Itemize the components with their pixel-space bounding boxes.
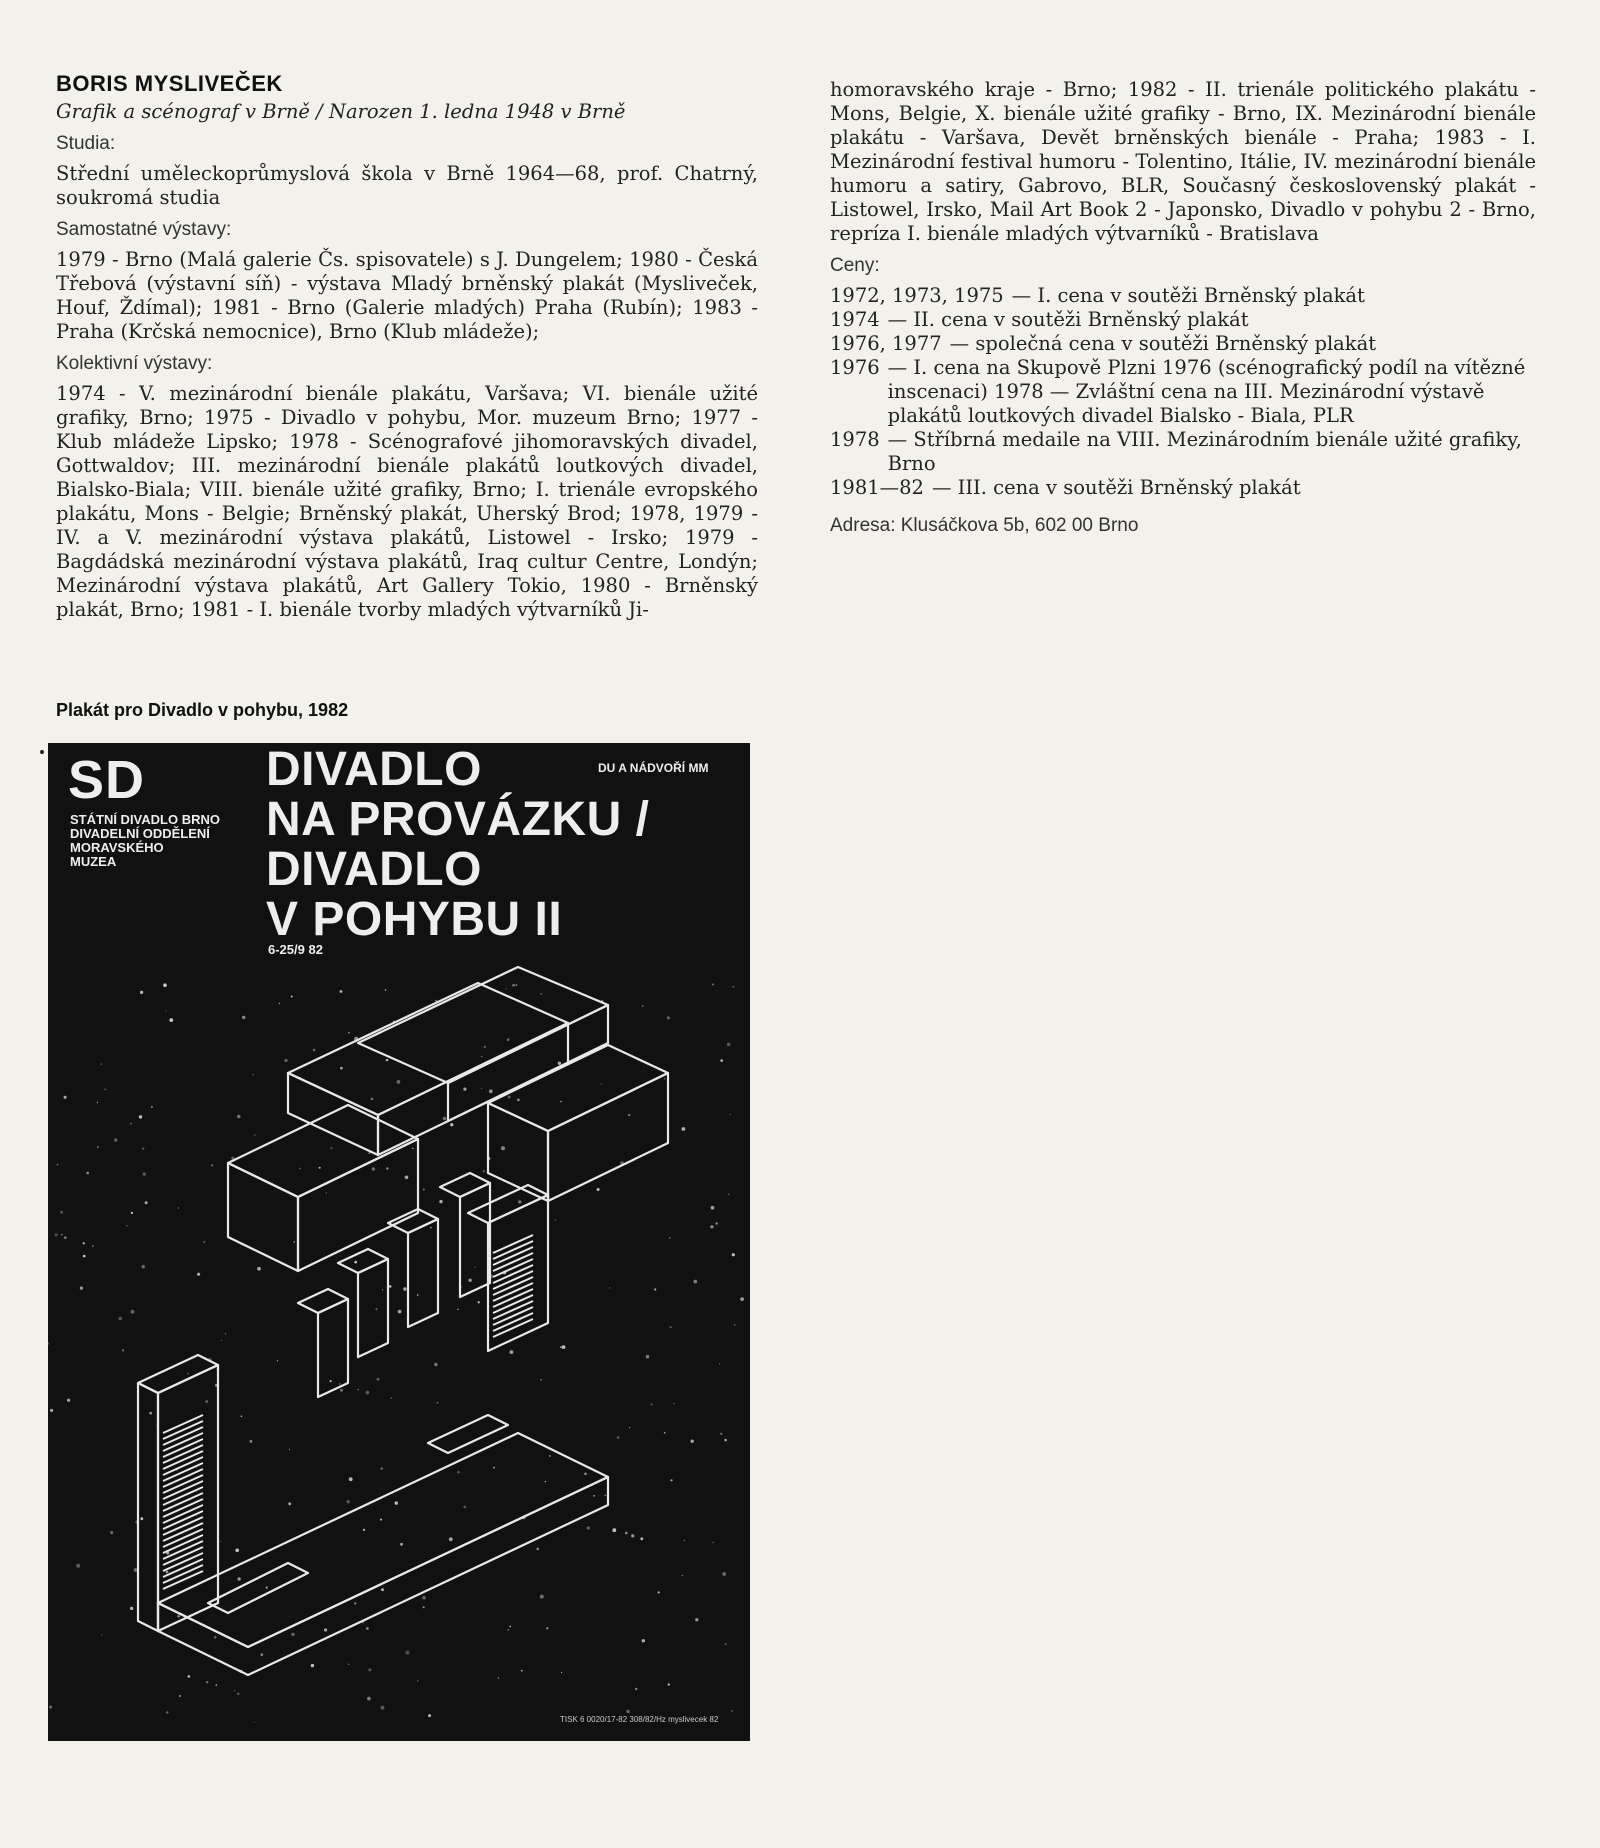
print-dot (40, 750, 44, 754)
prize-year: 1981—82 (830, 476, 924, 499)
prize-year: 1972, 1973, 1975 (830, 284, 1004, 307)
poster-title-line: DIVADLO (266, 743, 482, 796)
prize-year: 1976, 1977 (830, 332, 942, 355)
prize-item (830, 332, 1536, 356)
prize-item (830, 356, 1536, 428)
prize-text: — II. cena v soutěži Brněnský plakát (887, 308, 1249, 331)
kolektivni-continuation: homoravského kraje - Brno; 1982 - II. trienále politického plakátu - Mons, Belgie, X. bienále užité grafiky - Brno, IX. Mezinárodní bienále plakátu - Varšava, Devět brněnských bienále - Praha; 1983 - I. Mezinárodní festival humoru - Tolentino, Itálie, IV. mezinárodní bienále humoru a satiry, Gabrovo, BLR, Současný československý plakát - Listowel, Irsko, Mail Art Book 2 - Japonsko, Divadlo v pohybu 2 - Brno, repríza I. bienále mladých výtvarníků - Bratislava (830, 78, 1536, 245)
poster-organizer (70, 813, 250, 869)
prize-year: 1974 (830, 308, 880, 331)
poster-org-line: MUZEA (70, 854, 117, 869)
poster-title-line: V POHYBU II (266, 893, 563, 946)
poster-title-line: NA PROVÁZKU / (266, 793, 650, 846)
poster-title (266, 745, 649, 945)
poster-caption: Plakát pro Divadlo v pohybu, 1982 (56, 700, 349, 720)
poster-print-info: TISK 6 0020/17-82 308/82/Hz myslivecek 82 (560, 1715, 719, 1724)
prize-text: — I. cena na Skupově Plzni 1976 (scénografický podíl na vítězné inscenaci) 1978 — Zvláštní cena na III. Mezinárodní výstavě plakátů loutkových divadel Bialsko - Biala, PLR (887, 356, 1526, 427)
artist-name: BORIS MYSLIVEČEK (56, 71, 283, 96)
prize-text: — I. cena v soutěži Brněnský plakát (1011, 284, 1365, 307)
artist-subtitle: Grafik a scénograf v Brně / Narozen 1. ledna 1948 v Brně (56, 100, 626, 123)
poster-org-line: DIVADELNÍ ODDĚLENÍ (70, 826, 210, 841)
prize-item (830, 428, 1536, 476)
prize-year: 1978 (830, 428, 880, 451)
prize-text: — společná cena v soutěži Brněnský plakát (949, 332, 1377, 355)
poster-logo: SD (68, 750, 146, 810)
address: Adresa: Klusáčkova 5b, 602 00 Brno (830, 515, 1139, 536)
poster-title-line: DIVADLO (266, 843, 482, 896)
ceny-heading: Ceny: (830, 255, 880, 276)
poster-org-line: MORAVSKÉHO (70, 840, 164, 855)
prize-text: — III. cena v soutěži Brněnský plakát (931, 476, 1301, 499)
prize-item (830, 284, 1536, 308)
prize-text: — Stříbrná medaile na VIII. Mezinárodním bienále užité grafiky, Brno (887, 428, 1522, 475)
studia-text: Střední uměleckoprůmyslová škola v Brně 1964—68, prof. Chatrný, soukromá studia (56, 162, 758, 209)
samostatne-heading: Samostatné výstavy: (56, 219, 232, 240)
poster-image (48, 743, 750, 1741)
poster-venue: DU A NÁDVOŘÍ MM (598, 761, 709, 775)
prize-item (830, 476, 1536, 500)
prize-item (830, 308, 1536, 332)
left-column (56, 72, 758, 626)
samostatne-text: 1979 - Brno (Malá galerie Čs. spisovatele) s J. Dungelem; 1980 - Česká Třebová (výstavní síň) - výstava Mladý brněnský plakát (Myslivеček, Houf, Ždímal); 1981 - Brno (Galerie mladých) Praha (Rubín); 1983 - Praha (Krčská nemocnice), Brno (Klub mládeže); (56, 248, 758, 343)
poster-date: 6-25/9 82 (268, 942, 323, 957)
prize-year: 1976 (830, 356, 880, 379)
studia-heading: Studia: (56, 133, 116, 154)
kolektivni-text: 1974 - V. mezinárodní bienále plakátu, Varšava; VI. bienále užité grafiky, Brno; 1975 - Divadlo v pohybu, Mor. muzeum Brno; 1977 - Klub mládeže Lipsko; 1978 - Scénografové jihomoravských divadel, Gottwaldov; III. mezinárodní bienále plakátů loutkových divadel, Bialsko-Biala; VIII. bienále užité grafiky, Brno; I. trienále evropského plakátu, Mons - Belgie; Brněnský plakát, Uherský Brod; 1978, 1979 - IV. a V. mezinárodní výstava plakátů, Listowel - Irsko; 1979 - Bagdádská mezinárodní výstava plakátů, Iraq cultur Centre, Londýn; Mezinárodní výstava plakátů, Art Gallery Tokio, 1980 - Brněnský plakát, Brno; 1981 - I. bienále tvorby mladých výtvarníků Ji- (56, 382, 758, 621)
kolektivni-heading: Kolektivní výstavy: (56, 353, 213, 374)
right-column (830, 78, 1536, 544)
prize-list (830, 284, 1536, 500)
poster-org-line: STÁTNÍ DIVADLO BRNO (70, 812, 220, 827)
